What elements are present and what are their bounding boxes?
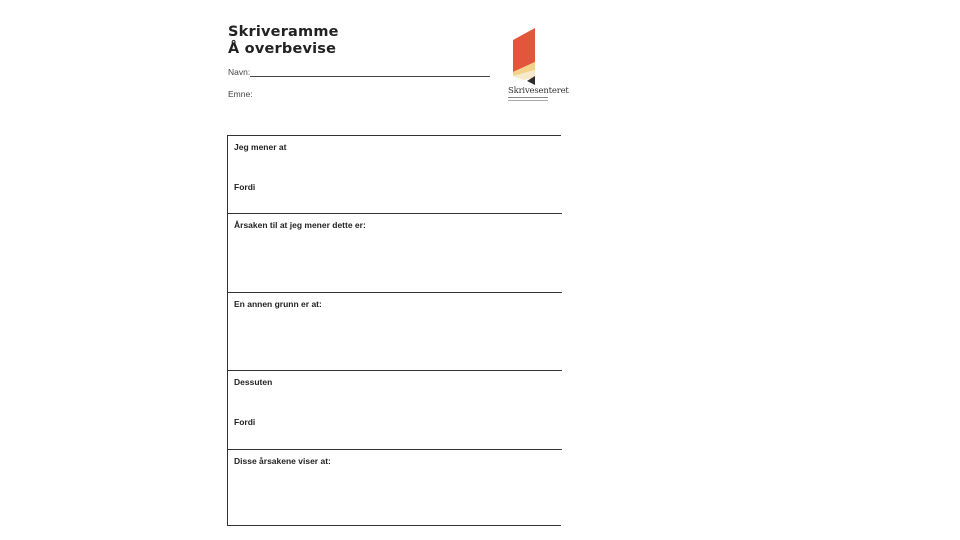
section-dessuten: [228, 370, 562, 449]
section-prompt: Dessuten: [234, 377, 273, 387]
section-disse-arsakene: [228, 449, 562, 526]
writing-frame-table: [227, 135, 561, 526]
title-line-2: Å overbevise: [228, 41, 337, 57]
logo-subtext-lines: [508, 97, 548, 101]
section-jeg-mener-at: [228, 136, 562, 213]
section-prompt: Jeg mener at: [234, 142, 287, 152]
section-arsaken: [228, 213, 562, 292]
section-prompt: Disse årsakene viser at:: [234, 456, 331, 466]
name-underline: [250, 76, 490, 77]
section-prompt: En annen grunn er at:: [234, 299, 322, 309]
section-secondary-prompt: Fordi: [234, 182, 256, 192]
skrivesenteret-logo: [505, 26, 569, 102]
section-en-annen-grunn: [228, 292, 562, 370]
section-secondary-prompt: Fordi: [234, 417, 256, 427]
page-title: [228, 24, 339, 58]
subject-label: Emne:: [228, 89, 253, 99]
logo-text: Skrivesenteret: [508, 86, 569, 96]
name-label: Navn:: [228, 67, 251, 77]
section-prompt: Årsaken til at jeg mener dette er:: [234, 220, 366, 230]
title-line-1: Skriveramme: [228, 24, 339, 40]
